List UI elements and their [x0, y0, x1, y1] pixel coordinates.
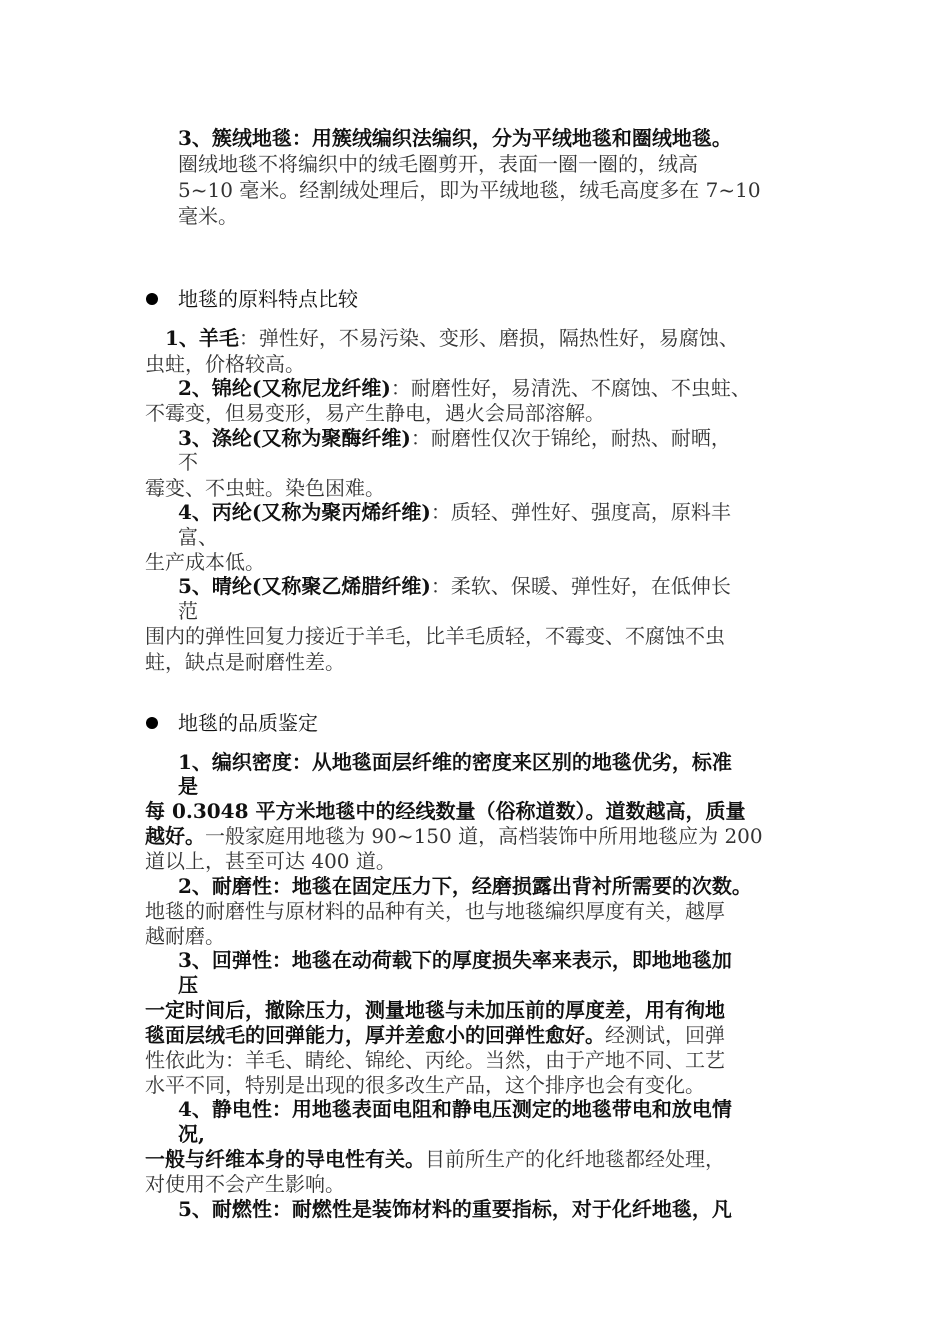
text-line: 围内的弹性回复力接近于羊毛，比羊毛质轻，不霉变、不腐蚀不虫 — [145, 624, 725, 648]
text-line: 不霉变，但易变形，易产生静电，遇火会局部溶解。 — [145, 401, 605, 425]
text-line: 圈绒地毯不将编织中的绒毛圈剪开，表面一圈一圈的，绒高 — [178, 152, 698, 176]
text-line: 越耐磨。 — [145, 924, 225, 948]
text-line: 压 — [178, 973, 198, 997]
item-title: 3、涤纶(又称为聚酶纤维) — [178, 426, 411, 450]
item-text: 经测试，回弹 — [605, 1023, 725, 1047]
item-text: 一般家庭用地毯为 90~150 道，高档装饰中所用地毯应为 200 — [205, 824, 763, 848]
text-line — [178, 750, 732, 774]
item-title: 4、丙纶(又称为聚丙烯纤维) — [178, 500, 431, 524]
text-line: 虫蛀，价格较高。 — [145, 352, 305, 376]
item-text: 越好。 — [145, 824, 205, 848]
item-text: 目前所生产的化纤地毯都经处理， — [425, 1147, 725, 1171]
text-line: 霉变、不虫蛀。染色困难。 — [145, 476, 385, 500]
text-line — [178, 376, 751, 400]
item-text: ：用地毯表面电阻和静电压测定的地毯带电和放电情 — [271, 1097, 732, 1121]
item-text: 毯面层绒毛的回弹能力，厚并差愈小的回弹性愈好。 — [145, 1023, 605, 1047]
text-line: 况, — [178, 1122, 205, 1146]
item-text: ：弹性好，不易污染、变形、磨损，隔热性好，易腐蚀、 — [238, 326, 739, 350]
text-line — [165, 326, 739, 350]
text-line — [145, 824, 763, 848]
item-title: 4、静电性 — [178, 1097, 272, 1121]
text-line: 不 — [178, 450, 198, 474]
text-line — [145, 1023, 725, 1047]
text-line — [178, 1197, 732, 1221]
item-text: ：耐磨性仅次于锦纶，耐热、耐晒， — [410, 426, 731, 450]
text-line — [178, 874, 752, 898]
item-title: 3、回弹性 — [178, 948, 272, 972]
item-text: ：耐燃性是装饰材料的重要指标，对于化纤地毯，凡 — [271, 1197, 732, 1221]
item-title: 1、编织密度 — [178, 750, 292, 774]
item-text: ：质轻、弹性好、强度高，原料丰 — [430, 500, 731, 524]
text-line — [145, 1147, 725, 1171]
text-line: 道以上，甚至可达 400 道。 — [145, 849, 396, 873]
text-line: 5~10 毫米。经割绒处理后，即为平绒地毯，绒毛高度多在 7~10 — [178, 178, 761, 202]
item-text: ：柔软、保暖、弹性好，在低伸长 — [430, 574, 731, 598]
item-title: 5、耐燃性 — [178, 1197, 272, 1221]
text-line — [178, 574, 731, 598]
text-line: 对使用不会产生影响。 — [145, 1172, 345, 1196]
text-line: 性依此为：羊毛、睛纶、锦纶、丙纶。当然，由于产地不同、工艺 — [145, 1048, 725, 1072]
bullet-icon — [146, 293, 158, 305]
item-title: 1、羊毛 — [165, 326, 239, 350]
text-line: 毫米。 — [178, 204, 238, 228]
text-line: 水平不同，特别是出现的很多改生产品，这个排序也会有变化。 — [145, 1073, 705, 1097]
section-heading-materials: 地毯的原料特点比较 — [178, 287, 358, 311]
item-text: ：从地毯面层纤维的密度来区别的地毯优劣，标准 — [291, 750, 732, 774]
text-line: 范 — [178, 599, 198, 623]
bullet-icon — [146, 717, 158, 729]
tufted-carpet-title: 3、簇绒地毯：用簇绒编织法编织，分为平绒地毯和圈绒地毯。 — [178, 126, 732, 150]
text-line: 是 — [178, 774, 198, 798]
item-title: 2、锦纶(又称尼龙纤维) — [178, 376, 391, 400]
text-line: 富、 — [178, 525, 218, 549]
item-text: ：地毯在动荷载下的厚度损失率来表示，即地地毯加 — [271, 948, 732, 972]
text-line — [178, 426, 731, 450]
item-text: 一般与纤维本身的导电性有关。 — [145, 1147, 425, 1171]
text-line — [178, 500, 731, 524]
text-line — [178, 1097, 732, 1121]
section-heading-quality: 地毯的品质鉴定 — [178, 711, 318, 735]
item-text: ：地毯在固定压力下，经磨损露出背衬所需要的次数。 — [271, 874, 752, 898]
text-line: 一定时间后，撤除压力，测量地毯与未加压前的厚度差，用有徇地 — [145, 998, 725, 1022]
text-line: 生产成本低。 — [145, 550, 265, 574]
text-line: 蛀，缺点是耐磨性差。 — [145, 650, 345, 674]
text-line: 每 0.3048 平方米地毯中的经线数量（俗称道数）。道数越高，质量 — [145, 799, 746, 823]
item-title: 5、晴纶(又称聚乙烯腊纤维) — [178, 574, 431, 598]
text-line — [178, 948, 732, 972]
text-line: 地毯的耐磨性与原材料的品种有关，也与地毯编织厚度有关，越厚 — [145, 899, 725, 923]
item-text: ：耐磨性好，易清洗、不腐蚀、不虫蛀、 — [390, 376, 751, 400]
item-title: 2、耐磨性 — [178, 874, 272, 898]
